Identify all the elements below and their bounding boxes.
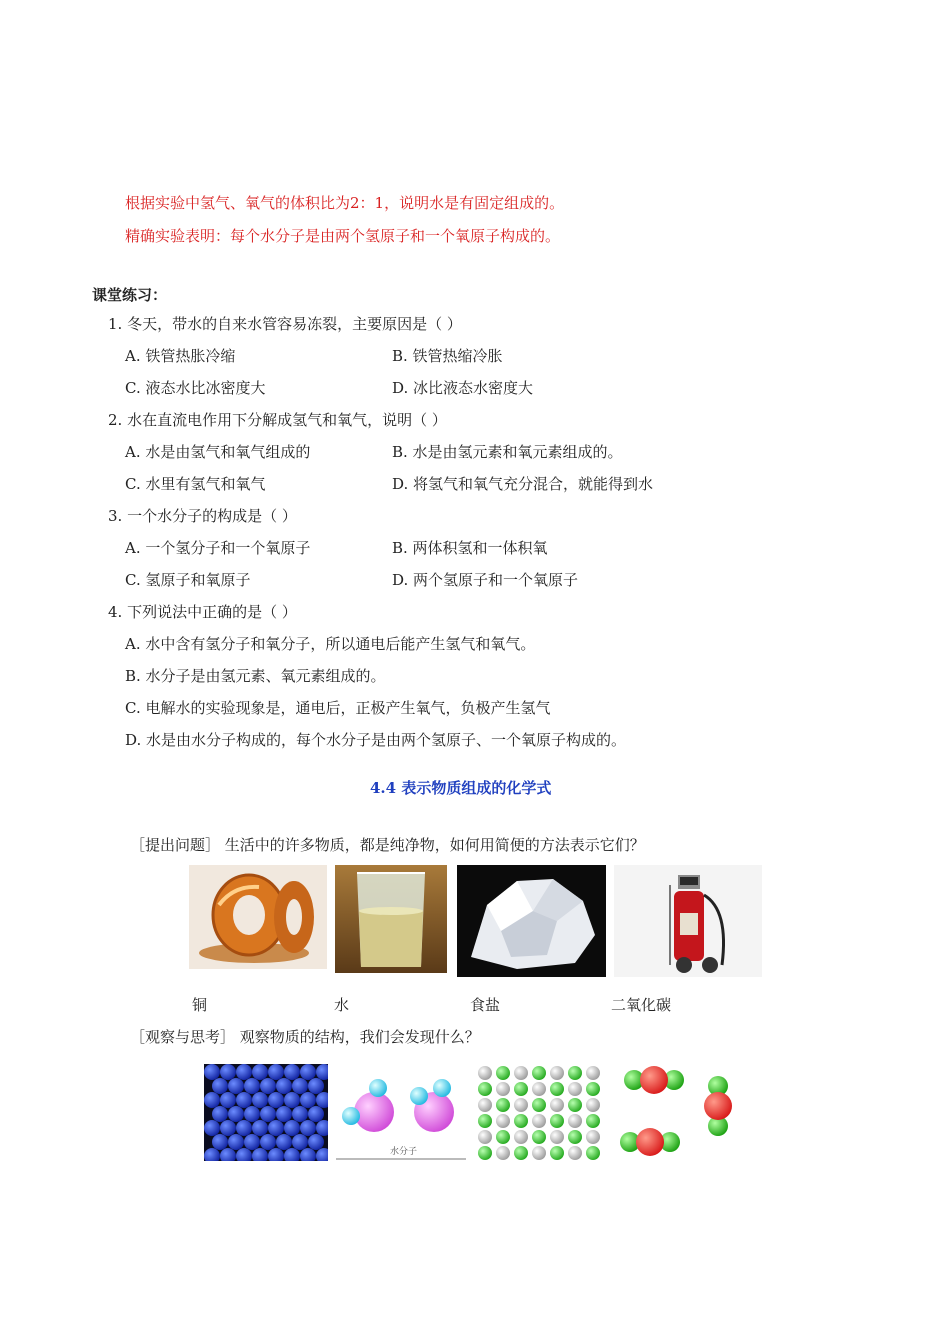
q4-option-b: B. 水分子是由氢元素、氧元素组成的。 [125,667,386,685]
q2-option-a: A. 水是由氢气和氧气组成的 [125,443,311,461]
exercise-title: 课堂练习： [92,286,168,304]
salt-crystal-image [457,865,606,977]
q3-option-c: C. 氢原子和氧原子 [125,571,251,589]
caption-copper: 铜 [192,996,208,1014]
conclusion-1: 根据实验中氢气、氧气的体积比为2：1，说明水是有固定组成的。 [125,194,565,212]
q3-option-a: A. 一个氢分子和一个氧原子 [125,539,311,557]
q2-option-c: C. 水里有氢气和氧气 [125,475,266,493]
caption-water: 水 [334,996,350,1014]
prompt-observe: ［观察与思考］ 观察物质的结构，我们会发现什么？ [130,1028,480,1046]
caption-co2: 二氧化碳 [611,996,672,1014]
prompt-question: ［提出问题］ 生活中的许多物质，都是纯净物，如何用简便的方法表示它们？ [130,836,645,854]
copper-rings-image [189,865,327,969]
q3-option-b: B. 两体积氢和一体积氧 [392,539,548,557]
q1-option-b: B. 铁管热缩冷胀 [392,347,503,365]
question-3-stem: 3. 一个水分子的构成是（ ） [108,507,297,525]
q2-option-b: B. 水是由氢元素和氧元素组成的。 [392,443,623,461]
co2-molecule-image [618,1064,752,1161]
salt-lattice-image [476,1064,604,1161]
question-4-stem: 4. 下列说法中正确的是（ ） [108,603,297,621]
question-2-stem: 2. 水在直流电作用下分解成氢气和氧气，说明（ ） [108,411,447,429]
q1-option-a: A. 铁管热胀冷缩 [125,347,236,365]
water-glass-image [335,865,447,973]
q3-option-d: D. 两个氢原子和一个氧原子 [392,571,579,589]
caption-salt: 食盐 [470,996,501,1014]
q1-option-d: D. 冰比液态水密度大 [392,379,534,397]
conclusion-2: 精确实验表明：每个水分子是由两个氢原子和一个氧原子构成的。 [125,227,561,245]
q4-option-c: C. 电解水的实验现象是，通电后，正极产生氧气，负极产生氢气 [125,699,551,717]
water-molecule-label: 水分子 [390,1147,418,1157]
q4-option-d: D. 水是由水分子构成的，每个水分子是由两个氢原子、一个氧原子构成的。 [125,731,627,749]
q2-option-d: D. 将氢气和氧气充分混合，就能得到水 [392,475,654,493]
section-title: 4.4 表示物质组成的化学式 [370,779,552,797]
water-molecule-image [336,1064,466,1161]
q1-option-c: C. 液态水比冰密度大 [125,379,266,397]
q4-option-a: A. 水中含有氢分子和氧分子，所以通电后能产生氢气和氧气。 [125,635,536,653]
copper-atom-lattice-image [204,1064,328,1161]
co2-extinguisher-image [614,865,762,977]
question-1-stem: 1. 冬天，带水的自来水管容易冻裂，主要原因是（ ） [108,315,462,333]
